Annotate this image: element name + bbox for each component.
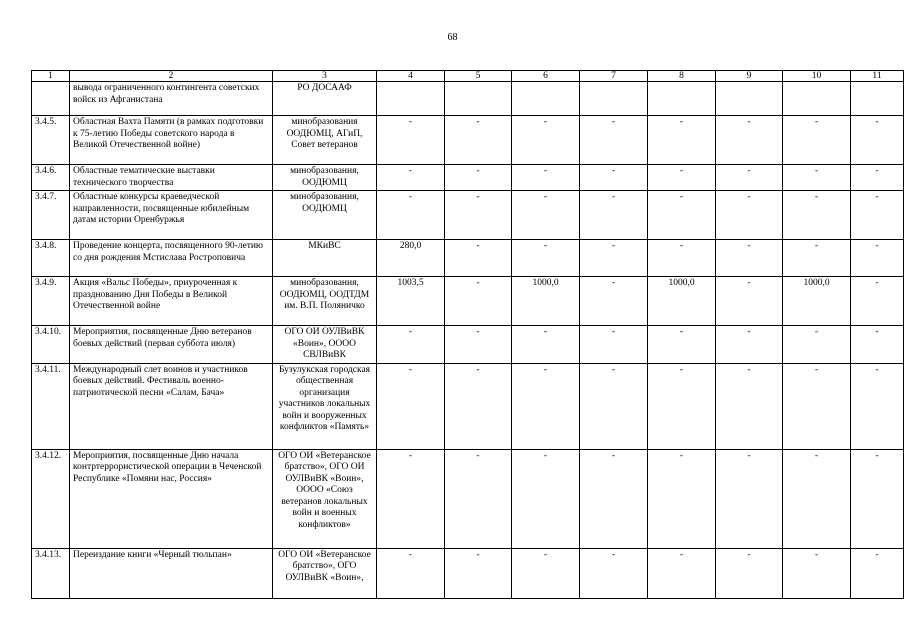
value-cell: - xyxy=(377,116,445,165)
value-cell: - xyxy=(783,449,851,548)
value-cell: - xyxy=(648,449,716,548)
value-cell: - xyxy=(512,449,580,548)
row-number: 3.4.5. xyxy=(32,116,70,165)
event-name: вывода ограниченного контингента советских войск из Афганистана xyxy=(70,82,273,116)
col-header: 8 xyxy=(648,71,716,82)
event-name: Проведение концерта, посвященного 90-летию со дня рождения Мстислава Ростроповича xyxy=(70,240,273,277)
value-cell: - xyxy=(445,191,512,240)
value-cell: - xyxy=(783,165,851,191)
row-number: 3.4.6. xyxy=(32,165,70,191)
value-cell: - xyxy=(445,165,512,191)
value-cell: - xyxy=(580,116,648,165)
value-cell: 1000,0 xyxy=(512,277,580,326)
value-cell: - xyxy=(445,363,512,449)
col-header: 10 xyxy=(783,71,851,82)
event-name: Мероприятия, посвященные Дню начала контртеррористической операции в Чеченской Республике «Помяни нас, Россия» xyxy=(70,449,273,548)
row-number xyxy=(32,82,70,116)
executor: ОГО ОИ ОУЛВиВК «Воин», ОООО СВЛВиВК xyxy=(273,326,377,364)
row-number: 3.4.7. xyxy=(32,191,70,240)
value-cell: - xyxy=(851,277,904,326)
value-cell: - xyxy=(580,240,648,277)
value-cell: - xyxy=(648,116,716,165)
value-cell: - xyxy=(648,326,716,364)
col-header: 2 xyxy=(70,71,273,82)
col-header: 9 xyxy=(716,71,783,82)
value-cell: - xyxy=(580,165,648,191)
value-cell: - xyxy=(580,548,648,598)
table-row xyxy=(32,449,904,548)
value-cell: - xyxy=(783,548,851,598)
value-cell: - xyxy=(445,548,512,598)
value-cell: - xyxy=(445,326,512,364)
value-cell: - xyxy=(851,191,904,240)
value-cell: - xyxy=(512,363,580,449)
value-cell xyxy=(783,82,851,116)
table-row xyxy=(32,548,904,598)
value-cell: - xyxy=(851,449,904,548)
value-cell: - xyxy=(783,240,851,277)
value-cell xyxy=(580,82,648,116)
row-number: 3.4.11. xyxy=(32,363,70,449)
value-cell: - xyxy=(851,240,904,277)
value-cell: - xyxy=(512,326,580,364)
value-cell: - xyxy=(851,326,904,364)
col-header: 1 xyxy=(32,71,70,82)
table-row xyxy=(32,277,904,326)
value-cell: - xyxy=(512,116,580,165)
page-number: 68 xyxy=(447,32,458,43)
value-cell: - xyxy=(377,363,445,449)
value-cell: - xyxy=(851,165,904,191)
event-name: Областные конкурсы краеведческой направленности, посвященные юбилейным датам истории Оренбуржья xyxy=(70,191,273,240)
col-header: 5 xyxy=(445,71,512,82)
value-cell: - xyxy=(580,191,648,240)
col-header: 11 xyxy=(851,71,904,82)
value-cell: - xyxy=(851,116,904,165)
value-cell: 280,0 xyxy=(377,240,445,277)
executor: минобразования, ООДЮМЦ xyxy=(273,191,377,240)
value-cell: - xyxy=(512,165,580,191)
col-header: 3 xyxy=(273,71,377,82)
event-name: Переиздание книги «Черный тюльпан» xyxy=(70,548,273,598)
value-cell: - xyxy=(648,363,716,449)
event-name: Международный слет воинов и участников боевых действий. Фестиваль военно-патриотической песни «Салам, Бача» xyxy=(70,363,273,449)
value-cell: - xyxy=(648,165,716,191)
table-row xyxy=(32,240,904,277)
table-row xyxy=(32,165,904,191)
row-number: 3.4.13. xyxy=(32,548,70,598)
value-cell: - xyxy=(783,191,851,240)
value-cell: - xyxy=(377,326,445,364)
value-cell: - xyxy=(716,165,783,191)
value-cell: - xyxy=(377,165,445,191)
value-cell: - xyxy=(716,277,783,326)
value-cell: - xyxy=(716,240,783,277)
value-cell: - xyxy=(716,191,783,240)
col-header: 7 xyxy=(580,71,648,82)
table-row xyxy=(32,191,904,240)
event-name: Областные тематические выставки технического творчества xyxy=(70,165,273,191)
executor: РО ДОСААФ xyxy=(273,82,377,116)
executor: ОГО ОИ «Ветеранское братство», ОГО ОИ ОУЛВиВК «Воин», ОООО «Союз ветеранов локальных войн и военных конфликтов» xyxy=(273,449,377,548)
value-cell: - xyxy=(445,240,512,277)
value-cell: - xyxy=(716,548,783,598)
row-number: 3.4.12. xyxy=(32,449,70,548)
value-cell: - xyxy=(851,548,904,598)
col-header: 6 xyxy=(512,71,580,82)
value-cell: - xyxy=(783,326,851,364)
value-cell: - xyxy=(648,548,716,598)
value-cell xyxy=(512,82,580,116)
table-row xyxy=(32,82,904,116)
value-cell xyxy=(377,82,445,116)
col-header: 4 xyxy=(377,71,445,82)
value-cell: - xyxy=(580,449,648,548)
executor: МКиВС xyxy=(273,240,377,277)
event-name: Мероприятия, посвященные Дню ветеранов боевых действий (первая суббота июля) xyxy=(70,326,273,364)
executor: минобразования ООДЮМЦ, АГиП, Совет ветеранов xyxy=(273,116,377,165)
value-cell: - xyxy=(783,363,851,449)
value-cell: - xyxy=(716,363,783,449)
value-cell: 1000,0 xyxy=(648,277,716,326)
value-cell: - xyxy=(377,548,445,598)
value-cell: - xyxy=(716,326,783,364)
row-number: 3.4.9. xyxy=(32,277,70,326)
row-number: 3.4.8. xyxy=(32,240,70,277)
value-cell: - xyxy=(580,363,648,449)
value-cell xyxy=(851,82,904,116)
table-row xyxy=(32,326,904,364)
value-cell: 1003,5 xyxy=(377,277,445,326)
value-cell xyxy=(716,82,783,116)
executor: Бузулукская городская общественная организация участников локальных войн и вооруженных конфликтов «Память» xyxy=(273,363,377,449)
event-name: Акция «Вальс Победы», приуроченная к празднованию Дня Победы в Великой Отечественной войне xyxy=(70,277,273,326)
value-cell: - xyxy=(648,191,716,240)
value-cell: - xyxy=(445,277,512,326)
value-cell: - xyxy=(716,116,783,165)
event-name: Областная Вахта Памяти (в рамках подготовки к 75-летию Победы советского народа в Великой Отечественной войне) xyxy=(70,116,273,165)
value-cell: - xyxy=(377,449,445,548)
value-cell xyxy=(445,82,512,116)
column-number-row xyxy=(32,71,904,82)
value-cell: - xyxy=(445,116,512,165)
value-cell: - xyxy=(648,240,716,277)
row-number: 3.4.10. xyxy=(32,326,70,364)
value-cell: - xyxy=(512,548,580,598)
executor: минобразования, ООДЮМЦ, ООДТДМ им. В.П. Поляничко xyxy=(273,277,377,326)
table-row xyxy=(32,116,904,165)
value-cell: 1000,0 xyxy=(783,277,851,326)
value-cell: - xyxy=(580,326,648,364)
value-cell: - xyxy=(377,191,445,240)
value-cell: - xyxy=(580,277,648,326)
value-cell: - xyxy=(716,449,783,548)
value-cell: - xyxy=(445,449,512,548)
executor: ОГО ОИ «Ветеранское братство», ОГО ОУЛВиВК «Воин», xyxy=(273,548,377,598)
value-cell xyxy=(648,82,716,116)
value-cell: - xyxy=(851,363,904,449)
table-row xyxy=(32,363,904,449)
executor: минобразования, ООДЮМЦ xyxy=(273,165,377,191)
value-cell: - xyxy=(512,240,580,277)
value-cell: - xyxy=(512,191,580,240)
program-table xyxy=(31,70,904,599)
value-cell: - xyxy=(783,116,851,165)
